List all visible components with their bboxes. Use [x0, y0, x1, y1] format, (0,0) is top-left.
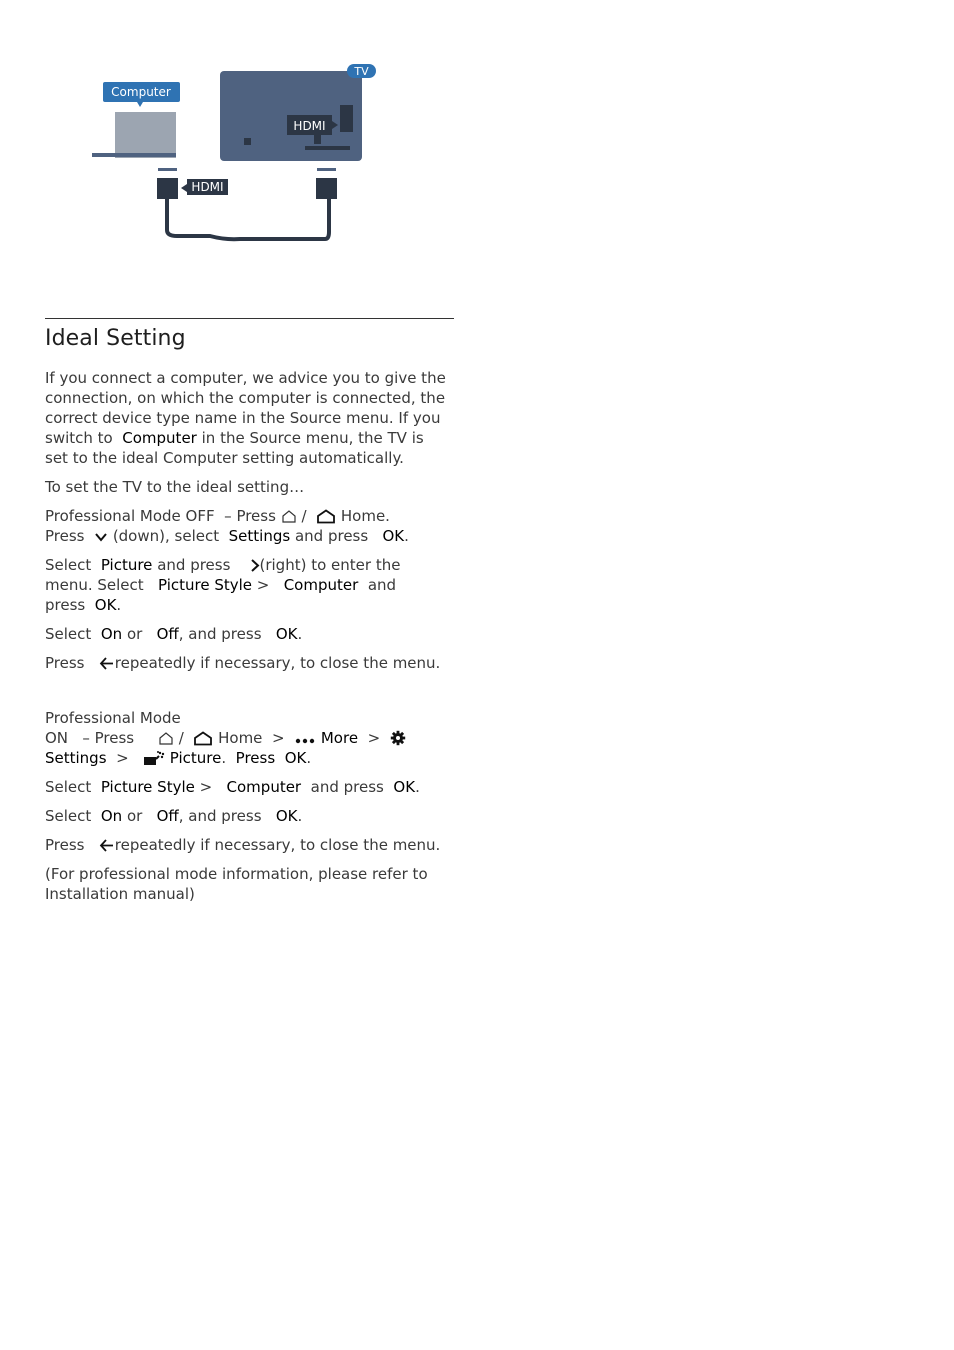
back-arrow-icon — [99, 656, 115, 671]
period: . — [404, 527, 409, 545]
on-term: On — [100, 807, 123, 825]
computer-term: Computer — [283, 576, 359, 594]
period: . — [415, 778, 420, 796]
section-divider — [45, 318, 454, 319]
home-icon — [193, 731, 213, 746]
picture-style-term: Picture Style — [157, 576, 253, 594]
or-text: or — [126, 625, 143, 643]
period: . — [297, 625, 303, 643]
ok-term: OK — [393, 778, 416, 796]
section-heading: Ideal Setting — [45, 326, 186, 351]
ok-term: OK — [275, 807, 298, 825]
more-term: More — [320, 729, 359, 747]
or-text: or — [126, 807, 143, 825]
ok-term: OK — [284, 749, 307, 767]
on-mode-step-1 — [45, 708, 465, 768]
hdmi-label-cable: HDMI — [191, 180, 224, 194]
off-term: Off — [156, 625, 179, 643]
off-mode-step-2 — [45, 555, 465, 615]
off-mode-step-1 — [45, 506, 465, 546]
and-press-text: and press — [294, 527, 369, 545]
period: . — [306, 749, 312, 767]
off-mode-step-4 — [45, 653, 465, 673]
to-set-text: To set the TV to the ideal setting… — [45, 478, 305, 496]
slash: / — [301, 507, 307, 525]
laptop-screen — [115, 112, 176, 158]
intro-line: in the Source menu, the TV is — [201, 429, 424, 447]
note-line: Installation manual) — [45, 885, 195, 903]
home-text: Home. — [340, 507, 390, 525]
home-icon — [316, 509, 336, 524]
back-arrow-icon — [99, 838, 115, 853]
home-text: Home — [218, 729, 263, 747]
intro-line: connection, on which the computer is connected, the — [45, 389, 446, 407]
ok-term: OK — [275, 625, 298, 643]
press-text: Press — [45, 836, 85, 854]
intro-line: If you connect a computer, we advice you to give the — [45, 369, 446, 387]
press-text: – Press — [82, 729, 135, 747]
period: . — [297, 807, 303, 825]
select-text: Select — [45, 625, 92, 643]
computer-tv-hdmi-illustration — [85, 60, 385, 250]
on-term: On — [100, 625, 123, 643]
off-mode-step-3 — [45, 624, 465, 644]
period: . — [221, 749, 227, 767]
more-dots-icon — [294, 734, 316, 746]
arrow-sep: > — [271, 729, 285, 747]
and-press-text: and press — [310, 778, 384, 796]
select-text: Select — [45, 807, 92, 825]
tv-label: TV — [354, 65, 369, 78]
ok-term: OK — [382, 527, 405, 545]
period: . — [116, 596, 122, 614]
picture-term: Picture — [100, 556, 153, 574]
hdmi-label-tv: HDMI — [293, 119, 326, 133]
picture-style-term: Picture Style — [100, 778, 195, 796]
hdmi-plug-left — [157, 178, 178, 199]
on-mode-step-3 — [45, 806, 465, 826]
intro-paragraph — [45, 368, 465, 468]
press-term: Press — [235, 749, 276, 767]
slash: / — [178, 729, 184, 747]
section-body — [45, 368, 465, 913]
select-text: Select — [45, 556, 92, 574]
close-menu-text: repeatedly if necessary, to close the menu. — [114, 836, 441, 854]
intro-line: switch to — [45, 429, 113, 447]
off-term: Off — [156, 807, 179, 825]
mode-on-label: ON — [45, 729, 69, 747]
ok-term: OK — [94, 596, 117, 614]
press-text: Press — [45, 527, 85, 545]
press-text: press — [45, 596, 86, 614]
computer-label: Computer — [111, 85, 171, 99]
note-line: (For professional mode information, please refer to — [45, 865, 428, 883]
home-outline-icon — [281, 509, 297, 524]
arrow-sep: > — [367, 729, 381, 747]
on-mode-step-4 — [45, 835, 465, 855]
laptop-base — [92, 153, 176, 157]
chevron-right-icon — [250, 558, 260, 573]
intro-line: set to the ideal Computer setting automatically. — [45, 449, 404, 467]
and-text: and — [367, 576, 397, 594]
hdmi-plug-right — [316, 178, 337, 199]
arrow-sep: > — [256, 576, 270, 594]
close-menu-text: repeatedly if necessary, to close the menu. — [114, 654, 441, 672]
on-mode-step-2 — [45, 777, 465, 797]
mode-label: Professional Mode — [45, 709, 181, 727]
computer-term: Computer — [122, 429, 197, 447]
home-outline-icon — [158, 731, 174, 746]
down-text: (down), select — [112, 527, 220, 545]
gear-icon — [390, 730, 406, 746]
select-text: Select — [45, 778, 92, 796]
intro-line: correct device type name in the Source menu. If you — [45, 409, 441, 427]
and-press-text: , and press — [178, 625, 262, 643]
settings-term: Settings — [228, 527, 291, 545]
picture-icon — [143, 750, 165, 766]
professional-mode-note — [45, 864, 465, 904]
settings-term: Settings — [45, 749, 107, 767]
mode-label: Professional Mode OFF — [45, 507, 215, 525]
arrow-sep: > — [199, 778, 213, 796]
arrow-sep: > — [116, 749, 129, 767]
press-text: – Press — [224, 507, 276, 525]
hdmi-cable — [167, 199, 329, 239]
select-text: menu. Select — [45, 576, 144, 594]
right-text: (right) to enter the — [259, 556, 401, 574]
and-press-text: and press — [157, 556, 231, 574]
and-press-text: , and press — [178, 807, 262, 825]
press-text: Press — [45, 654, 85, 672]
picture-term: Picture — [169, 749, 222, 767]
chevron-down-icon — [94, 530, 108, 544]
computer-term: Computer — [226, 778, 302, 796]
